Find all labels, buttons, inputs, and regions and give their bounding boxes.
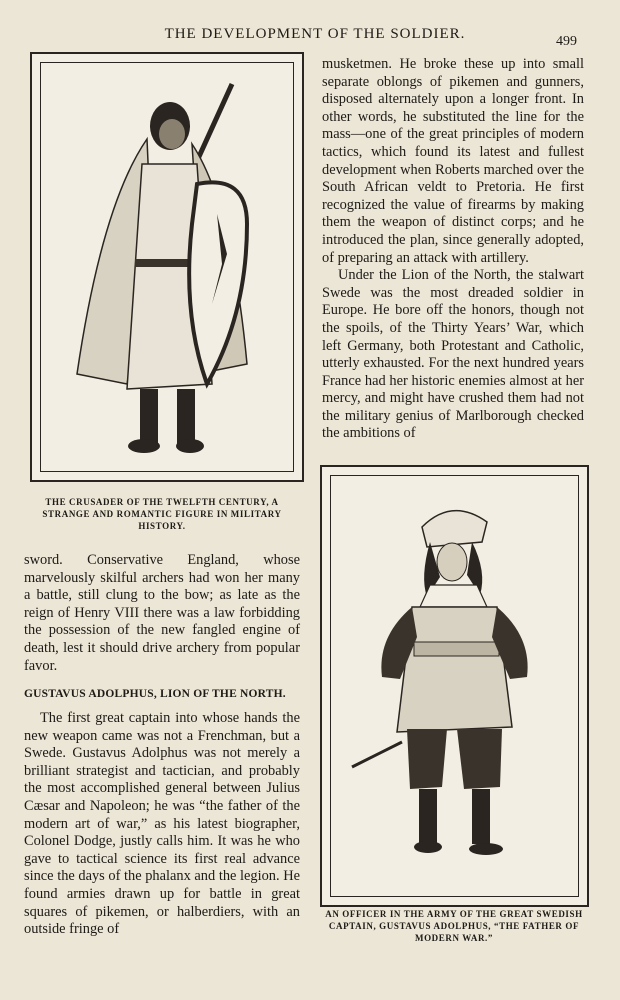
officer-illustration — [322, 467, 587, 905]
officer-breeches-right — [457, 729, 502, 789]
left-column-text-top — [24, 552, 300, 675]
right-column-paragraph-1: musketmen. He broke these up into small separate oblongs of pikemen and gunners, disposed alternately upon a longer front. In other words, he substituted the line for the mass—one of the great principles of modern tactics, which found its latest and fullest development when Roberts marched over the South African veldt to Pretoria. He first recognized the value of firearms by making them the weapon of distinct corps; and he introduced the plan, since generally adopted, of preparing an attack with artillery. — [322, 56, 584, 266]
right-column-text — [322, 56, 584, 443]
officer-boot-right — [472, 789, 490, 844]
officer-illustration-frame — [320, 465, 589, 907]
crusader-leg-left — [140, 389, 158, 444]
officer-sash — [414, 642, 499, 656]
page-number: 499 — [556, 34, 577, 49]
officer-shoe-right — [469, 843, 503, 855]
crusader-caption: THE CRUSADER OF THE TWELFTH CENTURY, A STRANGE AND ROMANTIC FIGURE IN MILITARY HISTORY. — [42, 497, 282, 531]
officer-caption: AN OFFICER IN THE ARMY OF THE GREAT SWEDISH CAPTAIN, GUSTAVUS ADOLPHUS, “THE FATHER OF MODERN WAR.” — [325, 909, 583, 943]
crusader-illustration-frame — [30, 52, 304, 482]
left-column-paragraph-2: The first great captain into whose hands the new weapon came was not a Frenchman, but a Swede. Gustavus Adolphus was not merely a brilliant strategist and tactician, and probably the most accomplished general between Julius Cæsar and Napoleon; he was “the father of the modern art of war,” as his latest biographer, Colonel Dodge, justly calls him. It was he who gave to tactical science its first real advance since the days of the phalanx and the legion. He found armies drawn up for battle in great squares of pikemen, or halberdiers, with an outside fringe of — [24, 710, 300, 938]
crusader-leg-right — [177, 389, 195, 444]
officer-shoe-left — [414, 841, 442, 853]
officer-breeches-left — [407, 729, 447, 789]
left-column-text-bottom — [24, 710, 300, 939]
left-column-paragraph-1: sword. Conservative England, whose marvelously skilful archers had won her many a battle, still clung to the bow; as late as the reign of Henry VIII there was a law forbidding the possession of the new fangled engine of death, lest it should drive archery from popular favor. — [24, 552, 300, 674]
officer-hat — [422, 511, 487, 547]
officer-face — [437, 543, 467, 581]
officer-sword — [352, 742, 402, 767]
officer-collar — [420, 585, 487, 607]
officer-boot-left — [419, 789, 437, 844]
crusader-illustration — [32, 54, 302, 480]
crusader-boot-left — [128, 439, 160, 453]
right-column-paragraph-2: Under the Lion of the North, the stalwart Swede was the most dreaded soldier in Europe. He bore off the honors, though not the spoils, of the Thirty Years’ War, which left Germany, both Protestant and Catholic, utterly exhausted. For the next hundred years France had her historic enemies almost at her mercy, and might have crushed them had not the military genius of Marlborough checked the ambitions of — [322, 267, 584, 442]
section-heading: GUSTAVUS ADOLPHUS, LION OF THE NORTH. — [24, 688, 286, 700]
crusader-face — [159, 119, 185, 149]
running-header-title: THE DEVELOPMENT OF THE SOLDIER. — [164, 26, 466, 42]
crusader-boot-right — [176, 439, 204, 453]
